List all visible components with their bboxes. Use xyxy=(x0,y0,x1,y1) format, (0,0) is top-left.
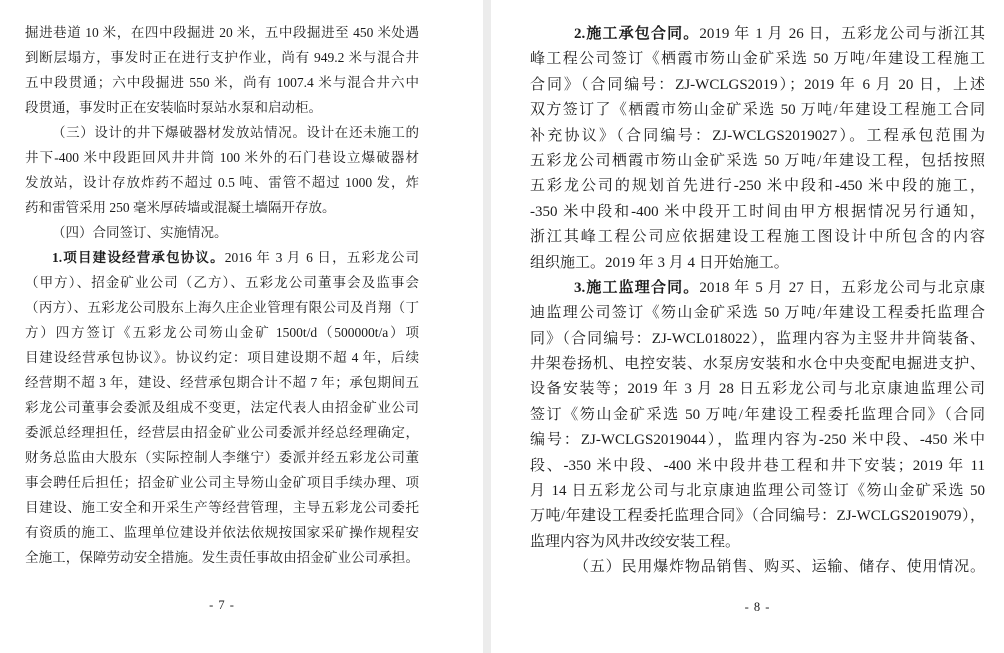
text-line xyxy=(530,530,985,555)
body-segment: （甲方）、招金矿业公司（乙方）、五彩龙公司董事会及监事会 xyxy=(25,275,419,290)
body-segment: （三）设计的井下爆破器材发放站情况。设计在还未施工的 xyxy=(52,125,419,140)
body-segment: 财务总监由大股东（实际控制人李继宁）委派并经五彩龙公司董 xyxy=(25,450,419,465)
body-segment: 彩龙公司董事会委派及组成不变更，法定代表人由招金矿业公司 xyxy=(25,400,419,415)
body-segment: 监理内容为风井改绞安装工程。 xyxy=(530,533,741,550)
page-gutter-divider xyxy=(483,0,491,653)
body-segment: 设备安装等；2019 年 3 月 28 日五彩龙公司与北京康迪监理公司 xyxy=(530,381,985,398)
body-segment: 月 14 日五彩龙公司与北京康迪监理公司签订《笏山金矿采选 50 xyxy=(530,483,985,500)
text-line xyxy=(530,149,985,174)
body-segment: 补充协议》（合同编号：ZJ-WCLGS2019027）。工程承包范围为 xyxy=(530,127,985,144)
text-line xyxy=(25,445,419,470)
body-segment: 编号：ZJ-WCLGS2019044），监理内容为-250 米中段、-450 米中 xyxy=(530,432,985,449)
body-segment: 签订《笏山金矿采选 50 万吨/年建设工程委托监理合同》（合同 xyxy=(530,406,985,423)
body-segment: （丙方）、五彩龙公司股东上海久庄企业管理有限公司及肖翔（丁 xyxy=(25,300,419,315)
page-8-text-column xyxy=(530,22,985,581)
body-segment: 经营期不超 3 年，建设、经营承包期合计不超 7 年；承包期间五 xyxy=(25,375,419,390)
page-7-text-column xyxy=(25,20,419,570)
body-segment: 发放站，设计存放炸药不超过 0.5 吨、雷管不超过 1000 发，炸 xyxy=(25,175,419,190)
body-segment: （四）合同签订、实施情况。 xyxy=(52,225,228,240)
page-number-8: - 8 - xyxy=(744,600,771,614)
text-line xyxy=(25,220,419,245)
body-segment: 药和雷管采用 250 毫米厚砖墙或混凝土墙隔开存放。 xyxy=(25,200,336,215)
text-line xyxy=(530,327,985,352)
body-segment: 全施工，保障劳动安全措施。发生责任事故由招金矿业公司承担。 xyxy=(25,550,419,565)
text-line xyxy=(25,345,419,370)
text-line xyxy=(530,200,985,225)
body-segment: 井架卷扬机、电控安装、水泵房安装和水仓中央变配电掘进支护、 xyxy=(530,356,985,373)
text-line xyxy=(25,120,419,145)
body-segment: 委派总经理担任，经营层由招金矿业公司委派并经总经理确定， xyxy=(25,425,419,440)
body-segment: 峰工程公司签订《栖霞市笏山金矿采选 50 万吨/年建设工程施工 xyxy=(530,51,985,68)
body-segment: -350 米中段和-400 米中段开工时间由甲方根据情况另行通知， xyxy=(530,203,985,220)
text-line xyxy=(25,395,419,420)
body-segment: 掘进巷道 10 米，在四中段掘进 20 米，五中段掘进至 450 米处遇 xyxy=(25,25,419,40)
body-segment: 五彩龙公司栖霞市笏山金矿采选 50 万吨/年建设工程，包括按照 xyxy=(530,152,985,169)
heading-segment: 2.施工承包合同。 xyxy=(574,26,700,42)
text-line xyxy=(25,170,419,195)
body-segment: 五彩龙公司的规划首先进行-250 米中段和-450 米中段的施工， xyxy=(530,178,985,195)
text-line xyxy=(530,555,985,580)
body-segment: 双方签订了《栖霞市笏山金矿采选 50 万吨/年建设工程施工合同 xyxy=(530,102,985,119)
body-segment: 到断层塌方，事发时正在进行支护作业，尚有 949.2 米与混合井 xyxy=(25,50,419,65)
text-line xyxy=(530,403,985,428)
text-line xyxy=(530,428,985,453)
text-line xyxy=(25,545,419,570)
text-line xyxy=(25,370,419,395)
heading-segment: 3.施工监理合同。 xyxy=(574,279,700,296)
text-line xyxy=(530,124,985,149)
body-segment: 事会聘任后担任；招金矿业公司主导笏山金矿项目手续办理、项 xyxy=(25,475,419,490)
text-line xyxy=(25,95,419,120)
text-line xyxy=(25,45,419,70)
body-segment: 2018 年 5 月 27 日，五彩龙公司与北京康 xyxy=(699,279,985,296)
body-segment: 2019 年 1 月 26 日，五彩龙公司与浙江其 xyxy=(699,26,985,42)
body-segment: 组织施工。2019 年 3 月 4 日开始施工。 xyxy=(530,254,789,271)
text-line xyxy=(25,295,419,320)
text-line xyxy=(25,420,419,445)
text-line xyxy=(25,145,419,170)
text-line xyxy=(25,195,419,220)
text-line xyxy=(530,98,985,123)
text-line xyxy=(25,270,419,295)
text-line xyxy=(530,251,985,276)
heading-segment: 1.项目建设经营承包协议。 xyxy=(52,250,225,265)
body-segment: 方）四方签订《五彩龙公司笏山金矿 1500t/d（500000t/a）项 xyxy=(25,325,419,340)
body-segment: 目建设经营承包协议》。协议约定：项目建设期不超 4 年，后续 xyxy=(25,350,419,365)
body-segment: 2016 年 3 月 6 日，五彩龙公司 xyxy=(224,250,419,265)
body-segment: 段贯通，事发时正在安装临时泵站水泵和启动柜。 xyxy=(25,100,322,115)
text-line xyxy=(530,301,985,326)
text-line xyxy=(25,320,419,345)
text-line xyxy=(530,479,985,504)
text-line xyxy=(530,377,985,402)
text-line xyxy=(530,22,985,47)
page-number-7: - 7 - xyxy=(209,598,235,612)
body-segment: 同》（合同编号：ZJ-WCL018022），监理内容为主竖井井筒装备、 xyxy=(530,330,985,347)
text-line xyxy=(530,504,985,529)
body-segment: （五）民用爆炸物品销售、购买、运输、储存、使用情况。 xyxy=(574,559,985,576)
body-segment: 万吨/年建设工程委托监理合同》（合同编号：ZJ-WCLGS2019079）， xyxy=(530,508,985,525)
text-line xyxy=(530,47,985,72)
text-line xyxy=(530,454,985,479)
text-line xyxy=(25,70,419,95)
body-segment: 目建设、施工安全和开采生产等经营管理，主导五彩龙公司委托 xyxy=(25,500,419,515)
text-line xyxy=(530,73,985,98)
body-segment: 五中段贯通；六中段掘进 550 米，尚有 1007.4 米与混合井六中 xyxy=(25,75,419,90)
body-segment: 迪监理公司签订《笏山金矿采选 50 万吨/年建设工程委托监理合 xyxy=(530,305,985,322)
text-line xyxy=(25,245,419,270)
text-line xyxy=(25,520,419,545)
body-segment: 有资质的施工、监理单位建设并依法依规按国家采矿操作规程安 xyxy=(25,525,419,540)
text-line xyxy=(25,20,419,45)
text-line xyxy=(530,225,985,250)
text-line xyxy=(25,470,419,495)
text-line xyxy=(25,495,419,520)
body-segment: 段、-350 米中段、-400 米中段井巷工程和井下安装；2019 年 11 xyxy=(530,457,985,474)
text-line xyxy=(530,276,985,301)
body-segment: 井下-400 米中段距回风井井筒 100 米外的石门巷设立爆破器材 xyxy=(25,150,419,165)
text-line xyxy=(530,174,985,199)
text-line xyxy=(530,352,985,377)
body-segment: 合同》（合同编号：ZJ-WCLGS2019）；2019 年 6 月 20 日，上述 xyxy=(530,76,985,93)
body-segment: 浙江其峰工程公司应依据建设工程施工图设计中所包含的内容 xyxy=(530,229,985,246)
